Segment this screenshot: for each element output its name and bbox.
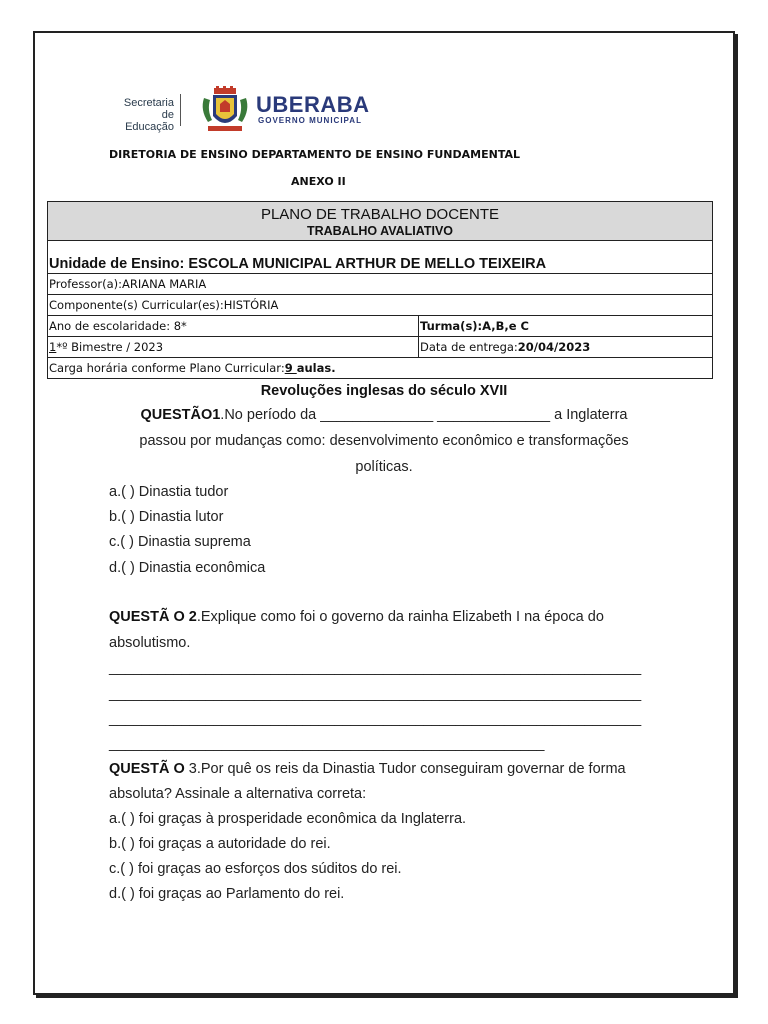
question-1-text-line3: políticas. — [355, 459, 413, 475]
plan-title-cell — [48, 202, 713, 241]
q1-option-b[interactable]: b.( ) Dinastia lutor — [109, 509, 224, 525]
q3-option-c[interactable]: c.( ) foi graças ao esforços dos súditos do rei. — [109, 861, 402, 877]
q3-option-a[interactable]: a.( ) foi graças à prosperidade econômica da Inglaterra. — [109, 811, 467, 827]
teacher-cell: Professor(a):ARIANA MARIA — [48, 274, 713, 295]
workload-cell: Carga horária conforme Plano Curricular:9 aulas. — [48, 358, 713, 379]
q3-option-d[interactable]: d.( ) foi graças ao Parlamento do rei. — [109, 886, 345, 902]
logo-name: UBERABA — [256, 92, 370, 117]
q3-option-b[interactable]: b.( ) foi graças a autoridade do rei. — [109, 836, 331, 852]
question-3-text-line2: absoluta? Assinale a alternativa correta: — [109, 786, 367, 802]
question-2-text-line2: absolutismo. — [109, 635, 191, 651]
document-title: Revoluções inglesas do século XVII — [260, 383, 508, 399]
bimester-cell: 1*º Bimestre / 2023 — [48, 337, 419, 358]
delivery-date-cell: Data de entrega:20/04/2023 — [419, 337, 713, 358]
q1-option-d[interactable]: d.( ) Dinastia econômica — [109, 560, 266, 576]
question-2-text: QUESTÃ O 2.Explique como foi o governo da rainha Elizabeth I na época do — [109, 609, 604, 625]
school-year-cell: Ano de escolaridade: 8* — [48, 316, 419, 337]
uberaba-logo — [110, 86, 370, 134]
plan-subtitle: TRABALHO AVALIATIVO — [306, 224, 454, 238]
answer-line[interactable]: __________________________________________________________________ — [109, 711, 642, 727]
component-cell: Componente(s) Curricular(es):HISTÓRIA — [48, 295, 713, 316]
q1-option-a[interactable]: a.( ) Dinastia tudor — [109, 484, 229, 500]
answer-line[interactable]: ______________________________________________________ — [109, 736, 545, 752]
question-1-text: QUESTÃO1.No período da ______________ ______________ a Inglaterra — [140, 407, 628, 423]
answer-line[interactable]: __________________________________________________________________ — [109, 686, 642, 702]
plan-title: PLANO DE TRABALHO DOCENTE — [260, 206, 500, 223]
school-unit-cell: Unidade de Ensino: ESCOLA MUNICIPAL ARTHUR DE MELLO TEIXEIRA — [48, 241, 713, 274]
logo-subtitle: GOVERNO MUNICIPAL — [258, 116, 362, 125]
plan-info-table — [47, 201, 713, 379]
classes-cell: Turma(s):A,B,e C — [419, 316, 713, 337]
q1-option-c[interactable]: c.( ) Dinastia suprema — [109, 534, 251, 550]
logo-divider — [180, 94, 181, 126]
question-3-text: QUESTÃ O 3.Por quê os reis da Dinastia Tudor conseguiram governar de forma — [109, 761, 626, 777]
coat-of-arms-icon — [198, 86, 252, 134]
answer-line[interactable]: __________________________________________________________________ — [109, 660, 642, 676]
directorate-heading: DIRETORIA DE ENSINO DEPARTAMENTO DE ENSINO FUNDAMENTAL — [109, 148, 520, 161]
secretaria-label: Secretaria de Educação — [123, 97, 174, 133]
question-1-text-line2: passou por mudanças como: desenvolvimento econômico e transformações — [139, 433, 629, 449]
annex-heading: ANEXO II — [291, 175, 346, 188]
